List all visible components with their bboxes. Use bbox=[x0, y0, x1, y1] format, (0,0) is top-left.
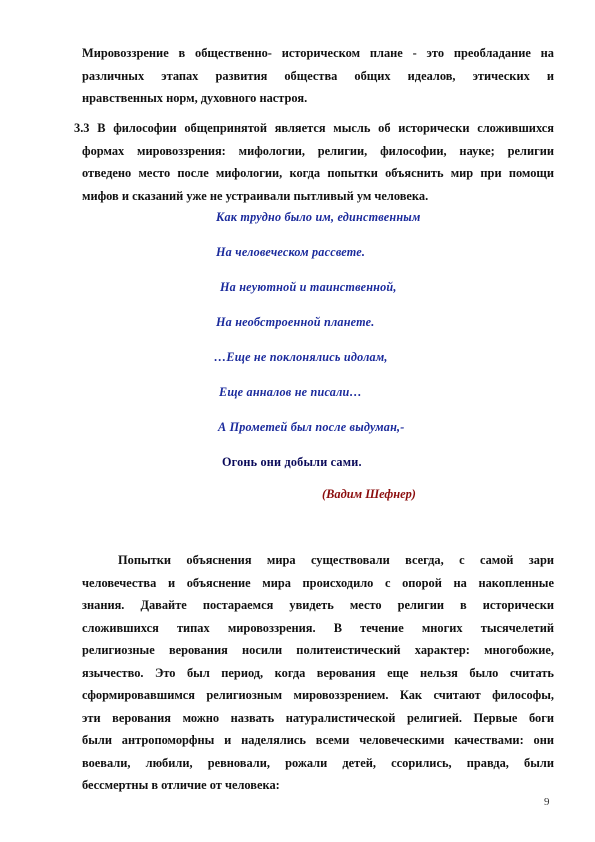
page-number: 9 bbox=[544, 796, 550, 808]
text-line: знания. Давайте постараемся увидеть место религии в исторически bbox=[82, 598, 554, 612]
paragraph-religion-history bbox=[82, 549, 554, 797]
text-line: человечества и объяснение мира происходило с опорой на накопленные bbox=[82, 575, 554, 590]
poem-line: Еще анналов не писали… bbox=[219, 385, 362, 399]
text-line: мифов и сказаний уже не устраивали пытливый ум человека. bbox=[82, 188, 429, 203]
paragraph-section-3-3 bbox=[74, 117, 554, 207]
text-line: Попытки объяснения мира существовали всегда, с самой зари bbox=[118, 553, 554, 567]
text-line: Мировоззрение в общественно- историческом плане - это преобладание на bbox=[82, 46, 554, 60]
poem-line: На неуютной и таинственной, bbox=[220, 280, 397, 294]
text-line: бессмертны в отличие от человека: bbox=[82, 778, 280, 792]
poem-line: На человеческом рассвете. bbox=[216, 245, 366, 259]
poem-line: А Прометей был после выдуман,- bbox=[218, 420, 405, 434]
text-line: 3.3 В философии общепринятой является мысль об исторически сложившихся bbox=[74, 121, 554, 135]
text-line: отведено место после мифологии, когда попытки объяснить мир при помощи bbox=[82, 166, 554, 180]
poem-line: Как трудно было им, единственным bbox=[216, 210, 421, 224]
poem-line: Огонь они добыли сами. bbox=[222, 455, 362, 469]
text-line: сложившихся типах мировоззрения. В течение многих тысячелетий bbox=[82, 620, 554, 635]
text-line: различных этапах развития общества общих идеалов, этических и bbox=[82, 68, 554, 83]
text-line: язычество. Это был период, когда верования еще нельзя было считать bbox=[82, 665, 554, 680]
poem-line: …Еще не поклонялись идолам, bbox=[214, 350, 388, 364]
text-line: были антропоморфны и наделялись всеми человеческими качествами: они bbox=[82, 733, 554, 747]
text-line: формах мировоззрения: мифологии, религии, философии, науке; религии bbox=[82, 143, 554, 158]
text-line: религиозные верования носили политеистический характер: многобожие, bbox=[82, 643, 554, 657]
text-line: эти верования можно назвать натуралистической религией. Первые боги bbox=[82, 710, 554, 725]
poem-line: На необстроенной планете. bbox=[216, 315, 375, 329]
text-line: воевали, любили, ревновали, рожали детей, ссорились, правда, были bbox=[82, 755, 554, 770]
poem-author: (Вадим Шефнер) bbox=[322, 487, 416, 501]
text-line: сформировавшимся религиозным мировоззрением. Как считают философы, bbox=[82, 688, 554, 702]
text-line: нравственных норм, духовного настроя. bbox=[82, 91, 308, 105]
paragraph-worldview-definition bbox=[82, 42, 554, 110]
